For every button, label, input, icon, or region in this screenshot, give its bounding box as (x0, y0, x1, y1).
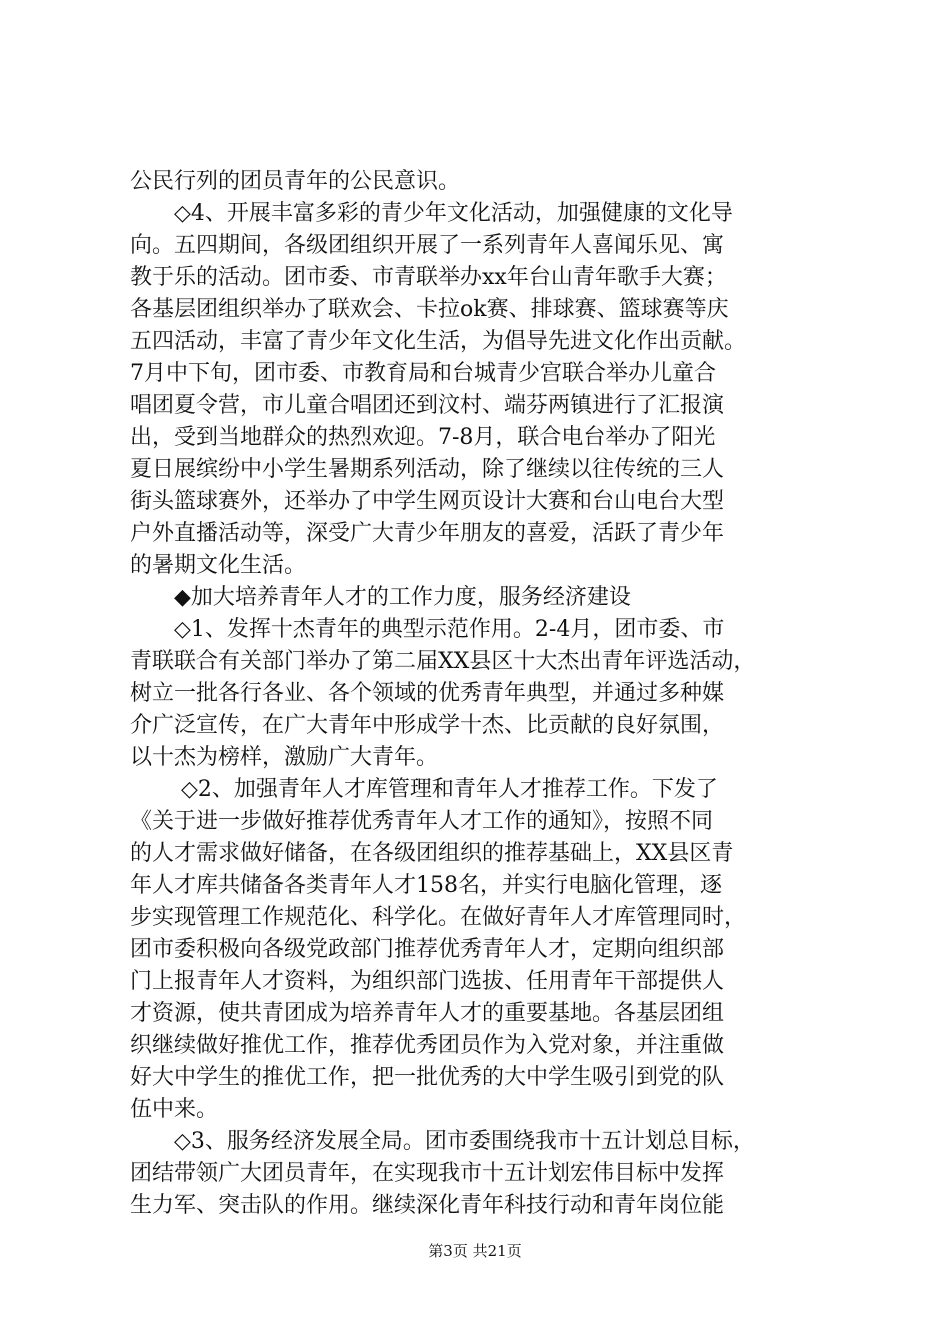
text-line: 介广泛宣传，在广大青年中形成学十杰、比贡献的良好氛围， (130, 713, 725, 738)
text-line: 夏日展缤纷中小学生暑期系列活动，除了继续以往传统的三人 (130, 457, 725, 482)
body-text (130, 166, 830, 1222)
text-line: ◇2、加强青年人才库管理和青年人才推荐工作。下发了 (130, 777, 718, 802)
text-line: 户外直播活动等，深受广大青少年朋友的喜爱，活跃了青少年 (130, 521, 725, 546)
text-line: ◇1、发挥十杰青年的典型示范作用。2-4月，团市委、市 (130, 617, 725, 642)
text-line: 团结带领广大团员青年，在实现我市十五计划宏伟目标中发挥 (130, 1161, 725, 1186)
page-number: 第3页 共21页 (428, 1242, 522, 1260)
text-line: 出，受到当地群众的热烈欢迎。7-8月，联合电台举办了阳光 (130, 425, 716, 450)
text-line: 才资源，使共青团成为培养青年人才的重要基地。各基层团组 (130, 1001, 725, 1026)
text-line: 好大中学生的推优工作，把一批优秀的大中学生吸引到党的队 (130, 1065, 725, 1090)
text-line: 团市委积极向各级党政部门推荐优秀青年人才，定期向组织部 (130, 937, 725, 962)
text-line: 公民行列的团员青年的公民意识。 (130, 169, 461, 194)
text-line: 教于乐的活动。团市委、市青联举办xx年台山青年歌手大赛； (130, 265, 727, 290)
section-heading: ◆加大培养青年人才的工作力度，服务经济建设 (130, 585, 631, 610)
text-line: 《关于进一步做好推荐优秀青年人才工作的通知》，按照不同 (130, 809, 714, 834)
text-line: 以十杰为榜样，激励广大青年。 (130, 745, 439, 770)
page-footer (0, 1241, 950, 1261)
text-line: 步实现管理工作规范化、科学化。在做好青年人才库管理同时， (130, 905, 747, 930)
text-line: 街头篮球赛外，还举办了中学生网页设计大赛和台山电台大型 (130, 489, 725, 514)
text-line: 各基层团组织举办了联欢会、卡拉ok赛、排球赛、篮球赛等庆 (130, 297, 729, 322)
text-line: ◇4、开展丰富多彩的青少年文化活动，加强健康的文化导 (130, 201, 733, 226)
text-line: ◇3、服务经济发展全局。团市委围绕我市十五计划总目标， (130, 1129, 755, 1154)
text-line: 向。五四期间，各级团组织开展了一系列青年人喜闻乐见、寓 (130, 233, 725, 258)
text-line: 生力军、突击队的作用。继续深化青年科技行动和青年岗位能 (130, 1193, 725, 1218)
text-line: 的暑期文化生活。 (130, 553, 307, 578)
text-line: 年人才库共储备各类青年人才158名，并实行电脑化管理，逐 (130, 873, 722, 898)
text-line: 织继续做好推优工作，推荐优秀团员作为入党对象，并注重做 (130, 1033, 725, 1058)
text-line: 五四活动，丰富了青少年文化生活，为倡导先进文化作出贡献。 (130, 329, 747, 354)
text-line: 唱团夏令营，市儿童合唱团还到汶村、端芬两镇进行了汇报演 (130, 393, 725, 418)
text-line: 青联联合有关部门举办了第二届XX县区十大杰出青年评选活动， (130, 649, 756, 674)
text-line: 门上报青年人才资料，为组织部门选拔、任用青年干部提供人 (130, 969, 725, 994)
text-line: 伍中来。 (130, 1097, 219, 1122)
text-line: 7月中下旬，团市委、市教育局和台城青少宫联合举办儿童合 (130, 361, 716, 386)
text-line: 树立一批各行各业、各个领域的优秀青年典型，并通过多种媒 (130, 681, 725, 706)
text-line: 的人才需求做好储备，在各级团组织的推荐基础上，XX县区青 (130, 841, 734, 866)
